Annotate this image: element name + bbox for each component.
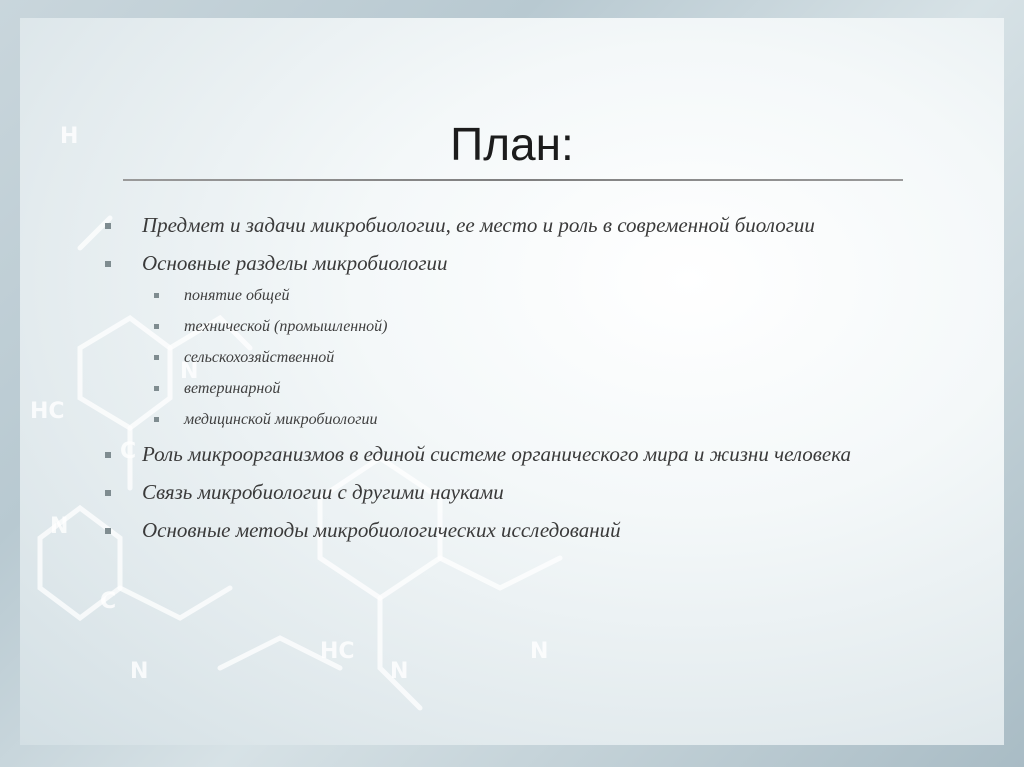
bullet-item	[100, 248, 900, 279]
chem-label: N	[180, 359, 199, 384]
chem-label: N	[390, 659, 409, 684]
slide-title: План:	[450, 118, 574, 170]
square-bullet-icon	[154, 293, 159, 298]
sub-bullet-text: понятие общей	[184, 287, 290, 304]
square-bullet-icon	[154, 355, 159, 360]
bullet-item	[100, 210, 900, 241]
chem-label: HC	[30, 399, 65, 424]
chem-label: HC	[320, 639, 355, 664]
bullet-item	[100, 515, 900, 546]
chem-label: N	[130, 659, 149, 684]
chem-label: H	[60, 124, 79, 149]
bullet-text: Предмет и задачи микробиологии, ее место и роль в современной биологии	[142, 213, 815, 237]
sub-bullet-text: сельскохозяйственной	[184, 349, 335, 366]
slide	[20, 18, 1004, 745]
chem-label: C	[120, 439, 137, 464]
square-bullet-icon	[105, 528, 111, 534]
square-bullet-icon	[154, 386, 159, 391]
square-bullet-icon	[105, 223, 111, 229]
square-bullet-icon	[154, 324, 159, 329]
square-bullet-icon	[105, 452, 111, 458]
chem-label: C	[100, 589, 117, 614]
bullet-text: Основные разделы микробиологии	[142, 251, 448, 275]
chem-label: N	[50, 514, 69, 539]
square-bullet-icon	[154, 417, 159, 422]
title-divider	[123, 179, 903, 181]
sub-bullet-item	[100, 377, 900, 401]
sub-bullet-item	[100, 408, 900, 432]
sub-bullet-text: медицинской микробиологии	[184, 411, 378, 428]
bullet-text: Связь микробиологии с другими науками	[142, 480, 504, 504]
bullet-text: Основные методы микробиологических исследований	[142, 518, 621, 542]
sub-bullet-text: технической (промышленной)	[184, 318, 388, 335]
square-bullet-icon	[105, 490, 111, 496]
square-bullet-icon	[105, 261, 111, 267]
bullet-item	[100, 439, 900, 470]
chem-label: N	[530, 639, 549, 664]
bullet-item	[100, 477, 900, 508]
sub-bullet-item	[100, 346, 900, 370]
sub-bullet-item	[100, 315, 900, 339]
sub-bullet-text: ветеринарной	[184, 380, 281, 397]
bullet-text: Роль микроорганизмов в единой системе органического мира и жизни человека	[142, 442, 852, 466]
sub-bullet-item	[100, 284, 900, 308]
bullet-list	[100, 210, 900, 553]
